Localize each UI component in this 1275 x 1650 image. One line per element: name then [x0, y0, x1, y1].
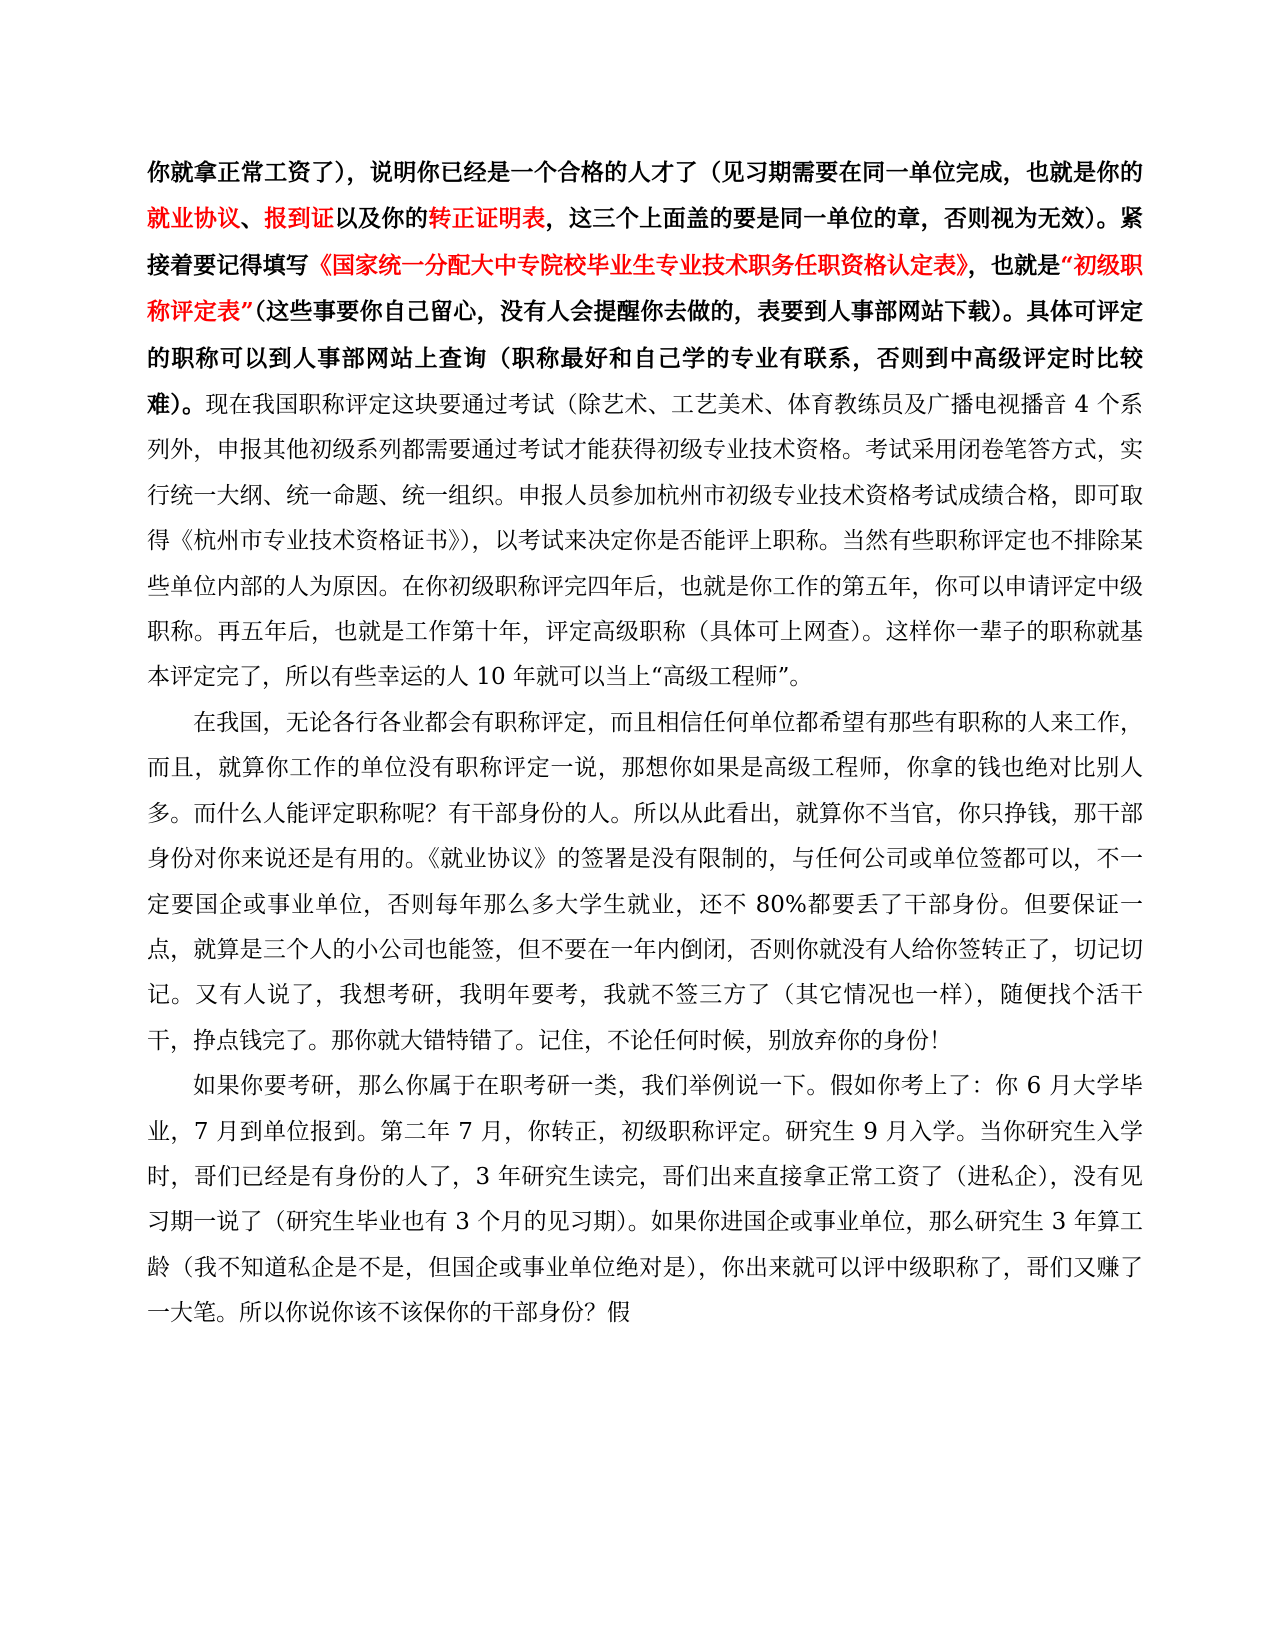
- text-segment: ，这三个上面盖的要是同一单位的章，否则视为无效）。紧接着要记得填写: [147, 205, 1144, 279]
- text-segment: “初级职称评定表”: [147, 251, 1144, 326]
- text-segment: 在我国，无论各行各业都会有职称评定，而且相信任何单位都希望有那些有职称的人来工作，而且，就算你工作的单位没有职称评定一说，那想你如果是高级工程师，你拿的钱也绝对比别人多。而什么人能评定职称呢？有干部身份的人。所以从此看出，就算你不当官，你只挣钱，那干部身份对你来说还是有用的。《就业协议》的签署是没有限制的，与任何公司或单位签都可以，不一定要国企或事业单位，否则每年那么多大学生就业，还不 80%都要丢了干部身份。但要保证一点，就算是三个人的小公司也能签，但不要在一年内倒闭，否则你就没有人给你签转正了，切记切记。又有人说了，我想考研，我明年要考，我就不签三方了（其它情况也一样），随便找个活干干，挣点钱完了。那你就大错特错了。记住，不论任何时候，别放弃你的身份！: [147, 709, 1143, 1054]
- text-segment: 、: [240, 205, 265, 233]
- text-segment: （这些事要你自己留心，没有人会提醒你去做的，表要到人事部网站下载）。具体可评定的职称可以到人事部网站上查询（职称最好和自己学的专业有联系，否则到中高级评定时比较难）。: [147, 298, 1144, 419]
- text-segment: 《国家统一分配大中专院校毕业生专业技术职务任职资格认定表》: [308, 251, 968, 279]
- text-segment: ，也就是: [967, 251, 1061, 279]
- text-segment: 报到证: [264, 205, 335, 233]
- text-segment: 如果你要考研，那么你属于在职考研一类，我们举例说一下。假如你考上了：你 6 月大学毕业，7 月到单位报到。第二年 7 月，你转正，初级职称评定。研究生 9 月入学。当你研究生入学时，哥们已经是有身份的人了，3 年研究生读完，哥们出来直接拿正常工资了（进私企），没有见习期一说了（研究生毕业也有 3 个月的见习期）。如果你进国企或事业单位，那么研究生 3 年算工龄（我不知道私企是不是，但国企或事业单位绝对是），你出来就可以评中级职称了，哥们又赚了一大笔。所以你说你该不该保你的干部身份？假: [147, 1073, 1143, 1327]
- text-segment: 转正证明表: [428, 205, 546, 233]
- paragraph-2: [147, 701, 1143, 1064]
- paragraph-3: [147, 1064, 1143, 1336]
- text-segment: 你就拿正常工资了），说明你已经是一个合格的人才了（见习期需要在同一单位完成，也就是你的: [147, 159, 1143, 186]
- text-segment: 现在我国职称评定这块要通过考试（除艺术、工艺美术、体育教练员及广播电视播音 4 个系列外，申报其他初级系列都需要通过考试才能获得初级专业技术资格。考试采用闭卷笔答方式，实行统一大纲、统一命题、统一组织。申报人员参加杭州市初级专业技术资格考试成绩合格，即可取得《杭州市专业技术资格证书》），以考试来决定你是否能评上职称。当然有些职称评定也不排除某些单位内部的人为原因。在你初级职称评完四年后，也就是你工作的第五年，你可以申请评定中级职称。再五年后，也就是工作第十年，评定高级职称（具体可上网查）。这样你一辈子的职称就基本评定完了，所以有些幸运的人 10 年就可以当上“高级工程师”。: [147, 392, 1143, 691]
- text-segment: 以及你的: [334, 205, 429, 233]
- text-segment: 就业协议: [147, 205, 241, 233]
- document-page: [147, 150, 1143, 1337]
- paragraph-1: [147, 150, 1143, 701]
